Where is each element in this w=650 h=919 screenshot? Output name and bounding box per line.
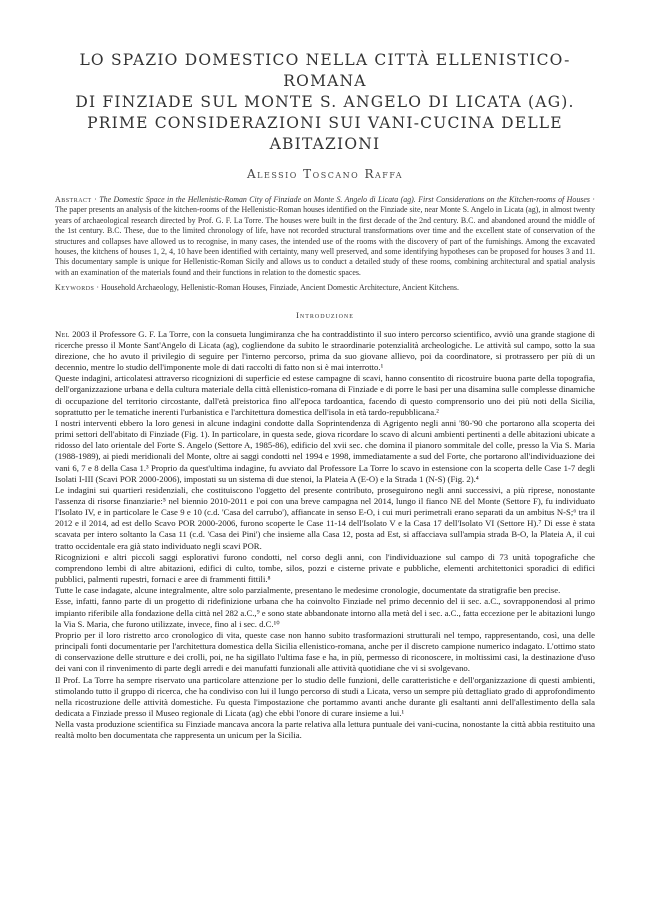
paragraph: Ricognizioni e altri piccoli saggi esplorativi furono condotti, nel corso degli anni, con l'individuazione sul campo di 73 unità topografiche che comprendono lembi di altre abitazioni, edifici di culto, tombe, silos, pozzi e cisterne private e pubbliche, elementi architettonici sporadici di edifici pubblici, palmenti rupestri, fornaci e aree di frammenti fittili.⁸ — [55, 551, 595, 585]
abstract-label: Abstract — [55, 195, 92, 204]
paragraph: Il Prof. La Torre ha sempre riservato una particolare attenzione per lo studio delle funzioni, delle caratteristiche e dell'organizzazione di questi ambienti, stimolando tutto il gruppo di ricerca, che ha condiviso con lui il lungo percorso di studi a Licata, verso un sempre più dettagliato grado di approfondimento nella ricostruzione delle attività domestiche. Fu questa l'impostazione che portammo avanti anche durante gli esaltanti anni dell'allestimento della sala dedicata a Finziade presso il Museo regionale di Licata (ag) che ebbi l'onore di curare insieme a lui.¹ — [55, 674, 595, 718]
keywords-label: Keywords — [55, 283, 95, 293]
paragraph: Queste indagini, articolatesi attraverso ricognizioni di superficie ed estese campagne di scavi, hanno consentito di ricostruire buona parte della topografia, dell'organizzazione urbana e della cultura materiale della città ellenistico-romana di Finziade e di porre le basi per una disamina sulle complesse dinamiche di occupazione del territorio circostante, dall'età preistorica fino all'epoca tardoantica, facendo di questo comprensorio uno dei più noti della Sicilia, soprattutto per le tematiche inerenti l'urbanistica e l'architettura domestica dell'isola in età tardo-repubblicana.² — [55, 373, 595, 417]
abstract: Abstract · The Domestic Space in the Hellenistic-Roman City of Finziade on Monte S. Angelo di Licata (ag). First Considerations on the Kitchen-rooms of Houses · The paper presents an analysis of the kitchen-rooms of the Hellenistic-Roman houses identified on the Finziade site, near Monte S. Angelo in Licata (ag), in almost twenty years of archaeological research directed by Prof. G. F. La Torre. The houses were built in the first decade of the 2nd century. B.C. and abandoned around the middle of the 1st century. B.C. These, due to the limited chronology of life, have not recorded structural transformations over time and the excellent state of conservation of the structures and collapses have allowed us to recognise, in many cases, the intended use of the rooms with the discovery of part of the furnishings. Among the excavated houses, the kitchens of houses 1, 2, 4, 10 have been identified with certainty, many well preserved, and some identifying hypotheses can be proposed for houses 3 and 11. This documentary sample is unique for Hellenistic-Roman Sicily and allows us to conduct a detailed study of these rooms, combining architectural and spatial analysis with an examination of the materials found and their functions in relation to the domestic spaces. — [55, 195, 595, 277]
paragraph: Le indagini sui quartieri residenziali, che costituiscono l'oggetto del presente contributo, proseguirono negli anni successivi, a più riprese, nonostante l'assenza di risorse finanziarie:⁵ nel biennio 2010-2011 e poi con una breve campagna nel 2014, lungo il fianco NE del Monte (Settore F), fu individuato l'Isolato IV, e in particolare le Case 9 e 10 (c.d. 'Casa del carrubo'), affiancate in senso E-O, i cui muri perimetrali erano separati da un ambitus N-S;⁶ tra il 2012 e il 2014, ad est dello Scavo POR 2000-2006, furono scoperte le Case 11-14 dell'Isolato V e la Casa 17 dell'Isolato VI (Settore H).⁷ Di esse è stata scavata per intero soltanto la Casa 11 (c.d. 'Casa dei Pini') che insieme alla Casa 12, posta ad Est, si affacciava sull'ampia strada B-O, la Plateia A, il cui tratto occidentale era già stato individuato negli scavi POR. — [55, 484, 595, 551]
paragraph: Tutte le case indagate, alcune integralmente, altre solo parzialmente, presentano le medesime cronologie, documentate da stratigrafie ben precise. — [55, 585, 561, 596]
paragraph-lead: Nel — [55, 328, 70, 339]
title-line-2: DI FINZIADE SUL MONTE S. ANGELO DI LICATA (AG). — [75, 93, 575, 111]
section-heading: Introduzione — [296, 309, 354, 320]
paper-title — [55, 50, 595, 155]
abstract-text: The paper presents an analysis of the kitchen-rooms of the Hellenistic-Roman houses identified on the Finziade site, near Monte S. Angelo in Licata (ag), in almost twenty years of archaeological research directed by Prof. G. F. La Torre. The houses were built in the first decade of the 2nd century. B.C. and abandoned around the middle of the 1st century. B.C. These, due to the limited chronology of life, have not recorded structural transformations over time and the excellent state of conservation of the structures and collapses have allowed us to recognise, in many cases, the intended use of the rooms with the discovery of part of the furnishings. Among the excavated houses, the kitchens of houses 1, 2, 4, 10 have been identified with certainty, many well preserved, and some identifying hypotheses can be proposed for houses 3 and 11. This documentary sample is unique for Hellenistic-Roman Sicily and allows us to conduct a detailed study of these rooms, combining architectural and spatial analysis with an examination of the materials found and their functions in relation to the domestic spaces. — [55, 205, 595, 277]
paragraph: I nostri interventi ebbero la loro genesi in alcune indagini condotte dalla Soprintendenza di Agrigento negli anni '80-'90 che portarono alla scoperta dei primi settori dell'abitato di Finziade (Fig. 1). In particolare, in questa sede, giova ricordare lo scavo di alcuni ambienti pertinenti a delle abitazioni ubicate a ridosso del lato orientale del Forte S. Angelo (Settore A, 1985-86), edificio del xvii sec. che domina il pianoro sommitale del colle, presso la Via S. Maria (1988-1989), ai piedi meridionali del Monte, oltre ai saggi condotti nel 1994 e 1998, immediatamente a sud del Forte, che portarono all'individuazione dei vani 6, 7 e 8 della Casa 1.³ Proprio da quest'ultima indagine, fu avviato dal Professore La Torre lo scavo in estensione con la scoperta delle Case 1-7 degli Isolati I-III (Scavi POR 2000-2006), impostati su un sistema di due stenoi, la Plateia A (E-O) e la Strada 1 (N-S) (Fig. 2).⁴ — [55, 417, 595, 484]
author-name: Alessio Toscano Raffa — [247, 167, 403, 181]
paragraph-text: 2003 il Professore G. F. La Torre, con la consueta lungimiranza che ha contraddistinto il suo intero percorso scientifico, avviò una grande stagione di ricerche presso il Monte Sant'Angelo di Licata (ag), cogliendone da subito le straordinarie potenzialità archeologiche. Le attività sul campo, sotto la sua direzione, che ho avuto il privilegio di seguire per l'interno percorso, prima da suo giovane allievo, poi da coordinatore, si protrassero per più di un decennio, mentre lo studio dell'imponente mole di dati raccolti di fatto non si è mai interrotto.¹ — [55, 328, 595, 373]
keywords-text: Household Archaeology, Hellenistic-Roman Houses, Finziade, Ancient Domestic Architecture, Ancient Kitchens. — [100, 283, 459, 293]
title-line-3: PRIME CONSIDERAZIONI SUI VANI-CUCINA DELLE ABITAZIONI — [87, 114, 563, 153]
paragraph: Proprio per il loro ristretto arco cronologico di vita, queste case non hanno subito trasformazioni strutturali nel tempo, rappresentando, così, una delle principali fonti documentarie per l'architettura domestica della Sicilia ellenistico-romana, anche per il discreto campione numerico indagato. L'ottimo stato di conservazione delle strutture e dei crolli, poi, ne ha sigillato l'ultima fase e ha, in più, permesso di riconoscere, in moltissimi casi, la destinazione d'uso dei vani con il rinvenimento di parte degli arredi e dei manufatti funzionali alle attività quotidiane che vi si svolgevano. — [55, 629, 595, 674]
paragraph: Esse, infatti, fanno parte di un progetto di ridefinizione urbana che ha coinvolto Finziade nel primo decennio del ii sec. a.C., sovrapponendosi al primo impianto riferibile alla fondazione della città nel 282 a.C.,⁹ e sono state abbandonate intorno alla metà del i sec. a.C., fatta eccezione per le abitazioni lungo la Via S. Maria, che furono utilizzate, invece, fino al i sec. d.C.¹⁰ — [55, 596, 595, 629]
abstract-english-title: The Domestic Space in the Hellenistic-Roman City of Finziade on Monte S. Angelo di Licata (ag). First Considerations on the Kitchen-rooms of Houses — [99, 195, 590, 204]
keywords: Keywords · Household Archaeology, Hellenistic-Roman Houses, Finziade, Ancient Domestic Architecture, Ancient Kitchens. — [55, 283, 459, 293]
title-line-1: LO SPAZIO DOMESTICO NELLA CITTÀ ELLENISTICO-ROMANA — [79, 51, 571, 90]
paragraph: Nella vasta produzione scientifica su Finziade mancava ancora la parte relativa alla lettura puntuale dei vani-cucina, nonostante la città abbia restituito una realtà molto ben documentata che rappresenta un unicum per la Sicilia. — [55, 719, 595, 741]
paragraph — [55, 329, 595, 374]
body-text — [55, 329, 595, 742]
